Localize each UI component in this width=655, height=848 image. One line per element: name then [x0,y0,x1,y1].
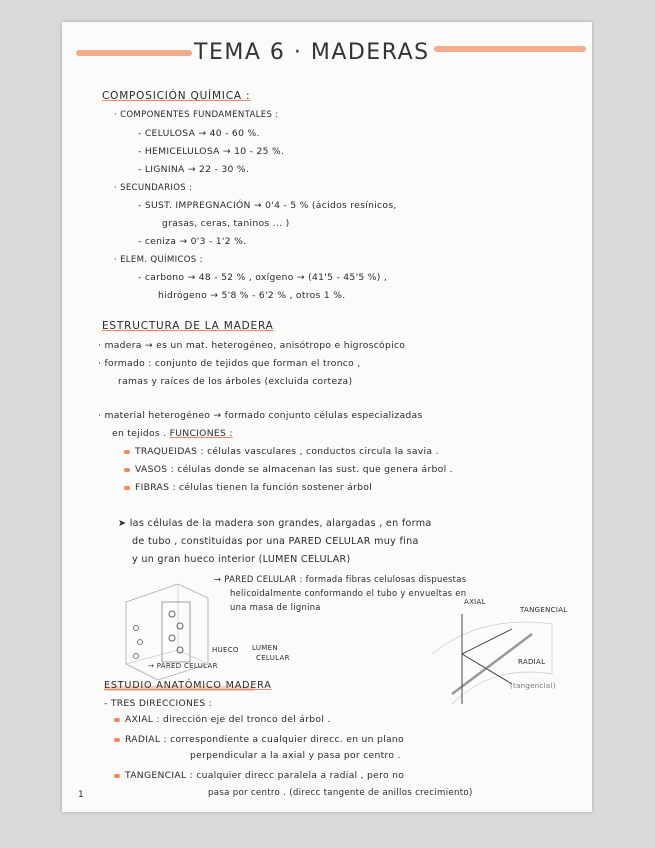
tangencial2-label: (tangencial) [510,682,556,690]
title-bar-left [76,50,192,56]
tejidos-text: en tejidos . [112,428,167,439]
bullet-icon [124,450,130,454]
bullet-icon [114,774,120,778]
bullet-icon [114,738,120,742]
dir-tangencial-1: TANGENCIAL : cualquier direcc paralela a radial , pero no [114,770,404,781]
estructura-heading: ESTRUCTURA DE LA MADERA [102,320,274,332]
estructura-line-4: · material heterogéneo → formado conjunto células especializadas [98,410,423,421]
pared-line-1: → PARED CELULAR : formada fibras celulosas dispuestas [214,574,467,584]
dir-axial: AXIAL : dirección eje del tronco del árbol . [114,714,331,725]
pared-celular-label: → PARED CELULAR [148,662,218,670]
celulas-line-3: y un gran hueco interior (LUMEN CELULAR) [132,554,351,565]
page-number: 1 [78,790,85,800]
note-page [62,22,592,812]
hueco-label: HUECO [212,646,239,654]
tres-direcciones: - TRES DIRECCIONES : [104,698,213,709]
pared-line-3: una masa de lignina [230,602,321,612]
pared-line-2: helicoidalmente conformando el tubo y envueltas en [230,588,467,598]
fund-item-3: - LIGNINA → 22 - 30 %. [138,164,250,175]
dir-radial-1: RADIAL : correspondiente a cualquier direcc. en un plano [114,734,404,745]
composicion-heading: COMPOSICIÓN QUÍMICA : [102,90,251,102]
funcion-vasos: VASOS : células donde se almacenan las sust. que genera árbol . [124,464,453,475]
dir-radial-2: perpendicular a la axial y pasa por centro . [190,750,401,761]
estudio-heading: ESTUDIO ANATÓMICO MADERA [104,680,272,691]
secundarios-label: · SECUNDARIOS : [114,183,193,193]
estructura-line-3: ramas y raíces de los árboles (excluida corteza) [118,376,353,387]
sust-line-2: grasas, ceras, taninos ... ) [162,218,290,229]
title-bar-right [434,46,586,52]
funcion-fibras: FIBRAS : células tienen la función sostener árbol [124,482,372,493]
radial-label: RADIAL [518,658,546,666]
estructura-line-2: · formado : conjunto de tejidos que forman el tronco , [98,358,361,369]
ceniza-line: - ceniza → 0'3 - 1'2 %. [138,236,247,247]
tangencial-label: TANGENCIAL [520,606,568,614]
celulas-line-2: de tubo , constituidas por una PARED CELULAR muy fina [132,536,419,547]
elem-label: · ELEM. QUÍMICOS : [114,255,203,265]
componentes-label: · COMPONENTES FUNDAMENTALES : [114,110,279,120]
celular-label: CELULAR [256,654,290,662]
sust-line-1: - SUST. IMPREGNACIÓN → 0'4 - 5 % (ácidos resínicos, [138,200,397,211]
bullet-icon [124,468,130,472]
fund-item-1: - CELULOSA → 40 - 60 %. [138,128,260,139]
elem-line-1: - carbono → 48 - 52 % , oxígeno → (41'5 - 45'5 %) , [138,272,388,283]
page-title: TEMA 6 · MADERAS [194,40,430,65]
bullet-icon [124,486,130,490]
bullet-icon [114,718,120,722]
dir-tangencial-2: pasa por centro . (direcc tangente de anillos crecimiento) [208,788,473,798]
celulas-line-1: ➤ las células de la madera son grandes, alargadas , en forma [118,518,432,529]
axial-label: AXIAL [464,598,486,606]
elem-line-2: hidrógeno → 5'8 % - 6'2 % , otros 1 %. [158,290,346,301]
funciones-label: FUNCIONES : [169,428,233,439]
estructura-line-5 [112,428,233,439]
funcion-traqueidas: TRAQUEIDAS : células vasculares , conductos circula la savia . [124,446,439,457]
lumen-label: LUMEN [252,644,278,652]
fund-item-2: - HEMICELULOSA → 10 - 25 %. [138,146,285,157]
estructura-line-1: · madera → es un mat. heterogéneo, anisótropo e higroscópico [98,340,406,351]
